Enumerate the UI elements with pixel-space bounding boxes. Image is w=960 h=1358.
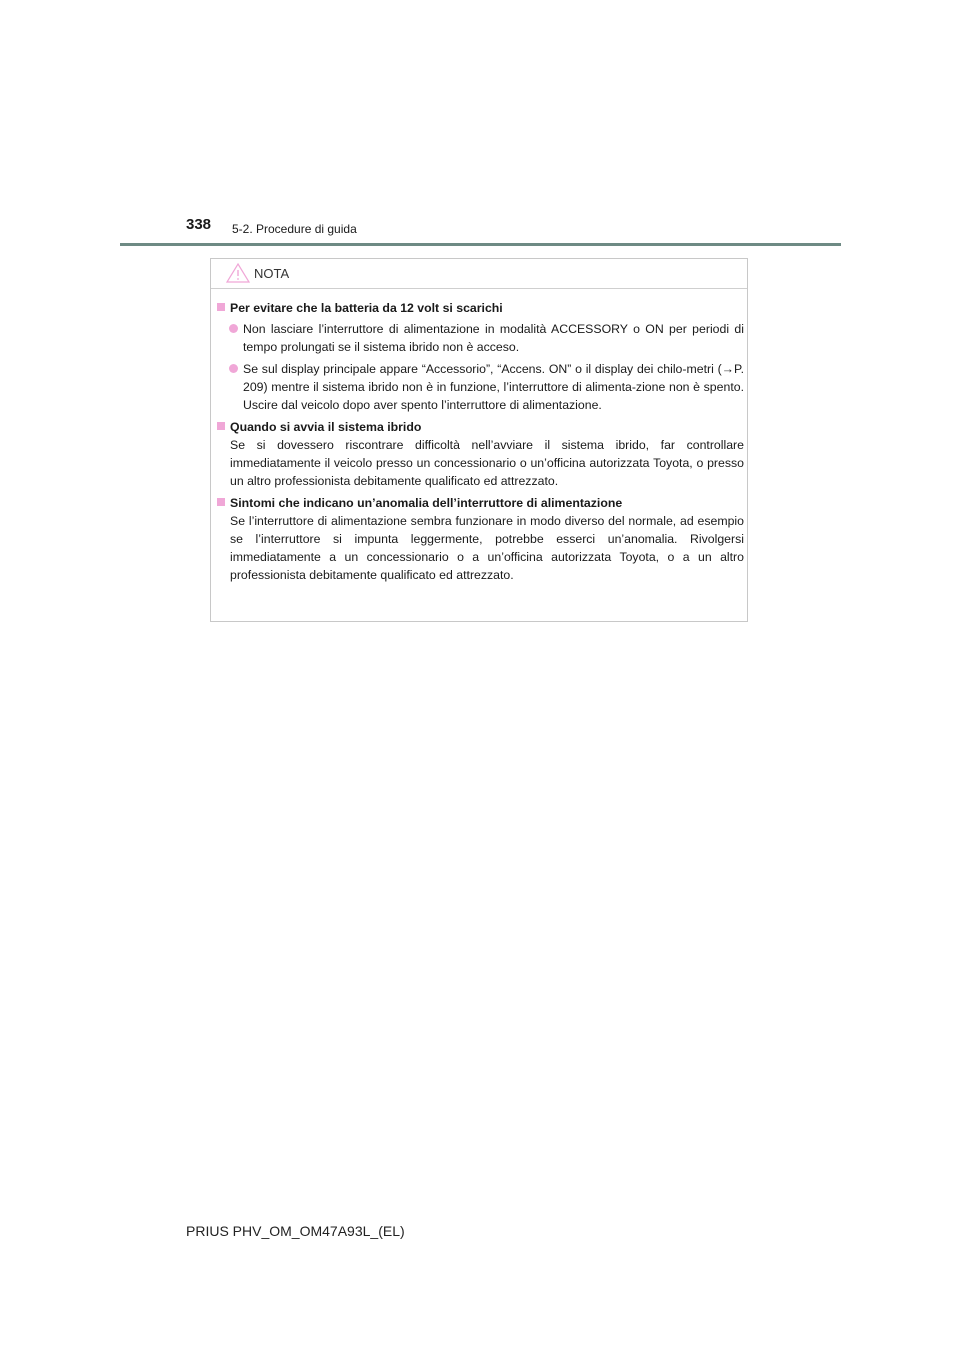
section-heading: Quando si avvia il sistema ibrido [217, 418, 744, 436]
note-section-start [217, 418, 744, 490]
circle-bullet-icon [229, 364, 238, 373]
circle-bullet-icon [229, 324, 238, 333]
bullet-text: Se sul display principale appare “Accessorio”, “Accens. ON” o il display dei chilo-metri (→P. 209) mentre il sistema ibrido non è in funzione, l’interruttore di alimenta-zione non è spento. Uscire dal veicolo dopo aver spento l’interruttore di alimentazione. [243, 362, 744, 412]
note-section-symptoms [217, 494, 744, 584]
header-rule [120, 243, 841, 246]
note-box [210, 258, 748, 622]
square-bullet-icon [217, 498, 225, 506]
square-bullet-icon [217, 422, 225, 430]
note-section-battery [217, 299, 744, 414]
section-text: Se si dovessero riscontrare difficoltà nell’avviare il sistema ibrido, far controllare immediatamente il veicolo presso un concessionario o un’officina autorizzata Toyota, o presso un altro professionista debitamente qualificato ed attrezzato. [230, 438, 744, 488]
note-title: NOTA [254, 266, 290, 281]
square-bullet-icon [217, 303, 225, 311]
section-text: Se l’interruttore di alimentazione sembra funzionare in modo diverso del normale, ad esempio se l’interruttore si impunta leggermente, potrebbe esserci un’anomalia. Rivolgersi immediatamente a un concessionario o a un’officina autorizzata Toyota, o a un altro professionista debitamente qualificato ed attrezzato. [230, 514, 744, 582]
list-item [217, 320, 744, 356]
section-heading: Sintomi che indicano un’anomalia dell’interruttore di alimentazione [217, 494, 744, 512]
bullet-text: Non lasciare l’interruttore di alimentazione in modalità ACCESSORY o ON per periodi di tempo prolungati se il sistema ibrido non è acceso. [243, 322, 744, 354]
note-header [211, 259, 747, 289]
list-item [217, 360, 744, 414]
warning-triangle-icon [226, 263, 250, 283]
section-title: 5-2. Procedure di guida [232, 222, 357, 236]
document-code: PRIUS PHV_OM_OM47A93L_(EL) [186, 1223, 405, 1239]
page-number: 338 [186, 216, 212, 233]
section-heading: Per evitare che la batteria da 12 volt si scarichi [217, 299, 744, 317]
note-body [217, 299, 744, 588]
